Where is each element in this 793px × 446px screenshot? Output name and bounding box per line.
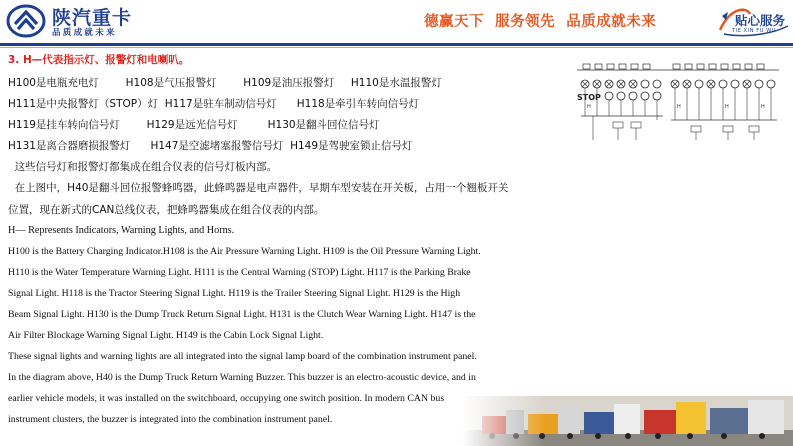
en-paragraph-line: H100 is the Battery Charging Indicator.H108 is the Air Pressure Warning Light. H109 is the Oil Pressure Warning Light. (8, 246, 481, 257)
en-paragraph-line: These signal lights and warning lights are all integrated into the signal lamp board of the combination instrument panel. (8, 351, 477, 362)
en-paragraph-line: H110 is the Water Temperature Warning Light. H111 is the Central Warning (STOP) Light. H117 is the Parking Brake (8, 267, 471, 278)
brand-slogan: 德赢天下 服务领先 品质成就未来 (424, 14, 657, 30)
truck-lineup-image (462, 396, 793, 446)
cn-paragraph-line: 这些信号灯和报警灯都集成在组合仪表的信号灯板内部。 (8, 161, 278, 173)
circuit-diagram (573, 60, 787, 144)
en-paragraph-line: instrument clusters, the buzzer is integrated into the combination instrument panel. (8, 414, 333, 425)
brand-name: 陕汽重卡 (52, 7, 133, 29)
stop-label: STOP (577, 93, 601, 102)
en-paragraph-line: H— Represents Indicators, Warning Lights, and Horns. (8, 225, 235, 236)
page-header (0, 0, 793, 42)
service-brand-pinyin: TIE XIN FU WU (732, 28, 777, 34)
lamp-label: H (677, 104, 681, 110)
service-brand-text: 贴心服务 (735, 13, 786, 28)
cn-paragraph-line: H131是离合器磨损报警灯 H147是空滤堵塞报警信号灯 H149是驾驶室锁止信号灯 (8, 140, 413, 152)
cn-paragraph-line: 在上图中，H40是翻斗回位报警蜂鸣器，此蜂鸣器是电声器件，早期车型安装在开关板，占用一个翘板开关 (8, 182, 509, 194)
en-paragraph-line: Air Filter Blockage Warning Signal Light. H149 is the Cabin Lock Signal Light. (8, 330, 324, 341)
header-divider-thin (0, 47, 793, 48)
cn-paragraph-line: H119是挂车转向信号灯 H129是远光信号灯 H130是翻斗回位信号灯 (8, 119, 380, 131)
shaanxi-logo-icon (6, 4, 46, 38)
en-paragraph-line: Signal Light. H118 is the Tractor Steering Signal Light. H119 is the Trailer Steering Signal Light. H129 is the High (8, 288, 461, 299)
lamp-label: H (725, 104, 729, 110)
lamp-label: H (761, 104, 765, 110)
en-paragraph-line: Beam Signal Light. H130 is the Dump Truck Return Signal Light. H131 is the Clutch Wear Warning Light. H147 is the (8, 309, 476, 320)
cn-paragraph-line: H111是中央报警灯（STOP）灯 H117是驻车制动信号灯 H118是牵引车转向信号灯 (8, 98, 420, 110)
header-divider (0, 43, 793, 46)
brand-subtitle: 品质成就未来 (52, 28, 117, 38)
en-paragraph-line: In the diagram above, H40 is the Dump Truck Return Warning Buzzer. This buzzer is an electro-acoustic device, and in (8, 372, 476, 383)
en-paragraph-line: earlier vehicle models, it was installed on the switchboard, occupying one switch position. In modern CAN bus (8, 393, 445, 404)
cn-paragraph-line: 位置，现在新式的CAN总线仪表，把蜂鸣器集成在组合仪表的内部。 (8, 204, 325, 216)
cn-paragraph-line: H100是电瓶充电灯 H108是气压报警灯 H109是油压报警灯 H110是水温报警灯 (8, 77, 442, 89)
lamp-label: H (587, 104, 591, 110)
section-title: 3. H—代表指示灯、报警灯和电喇叭。 (8, 54, 190, 66)
